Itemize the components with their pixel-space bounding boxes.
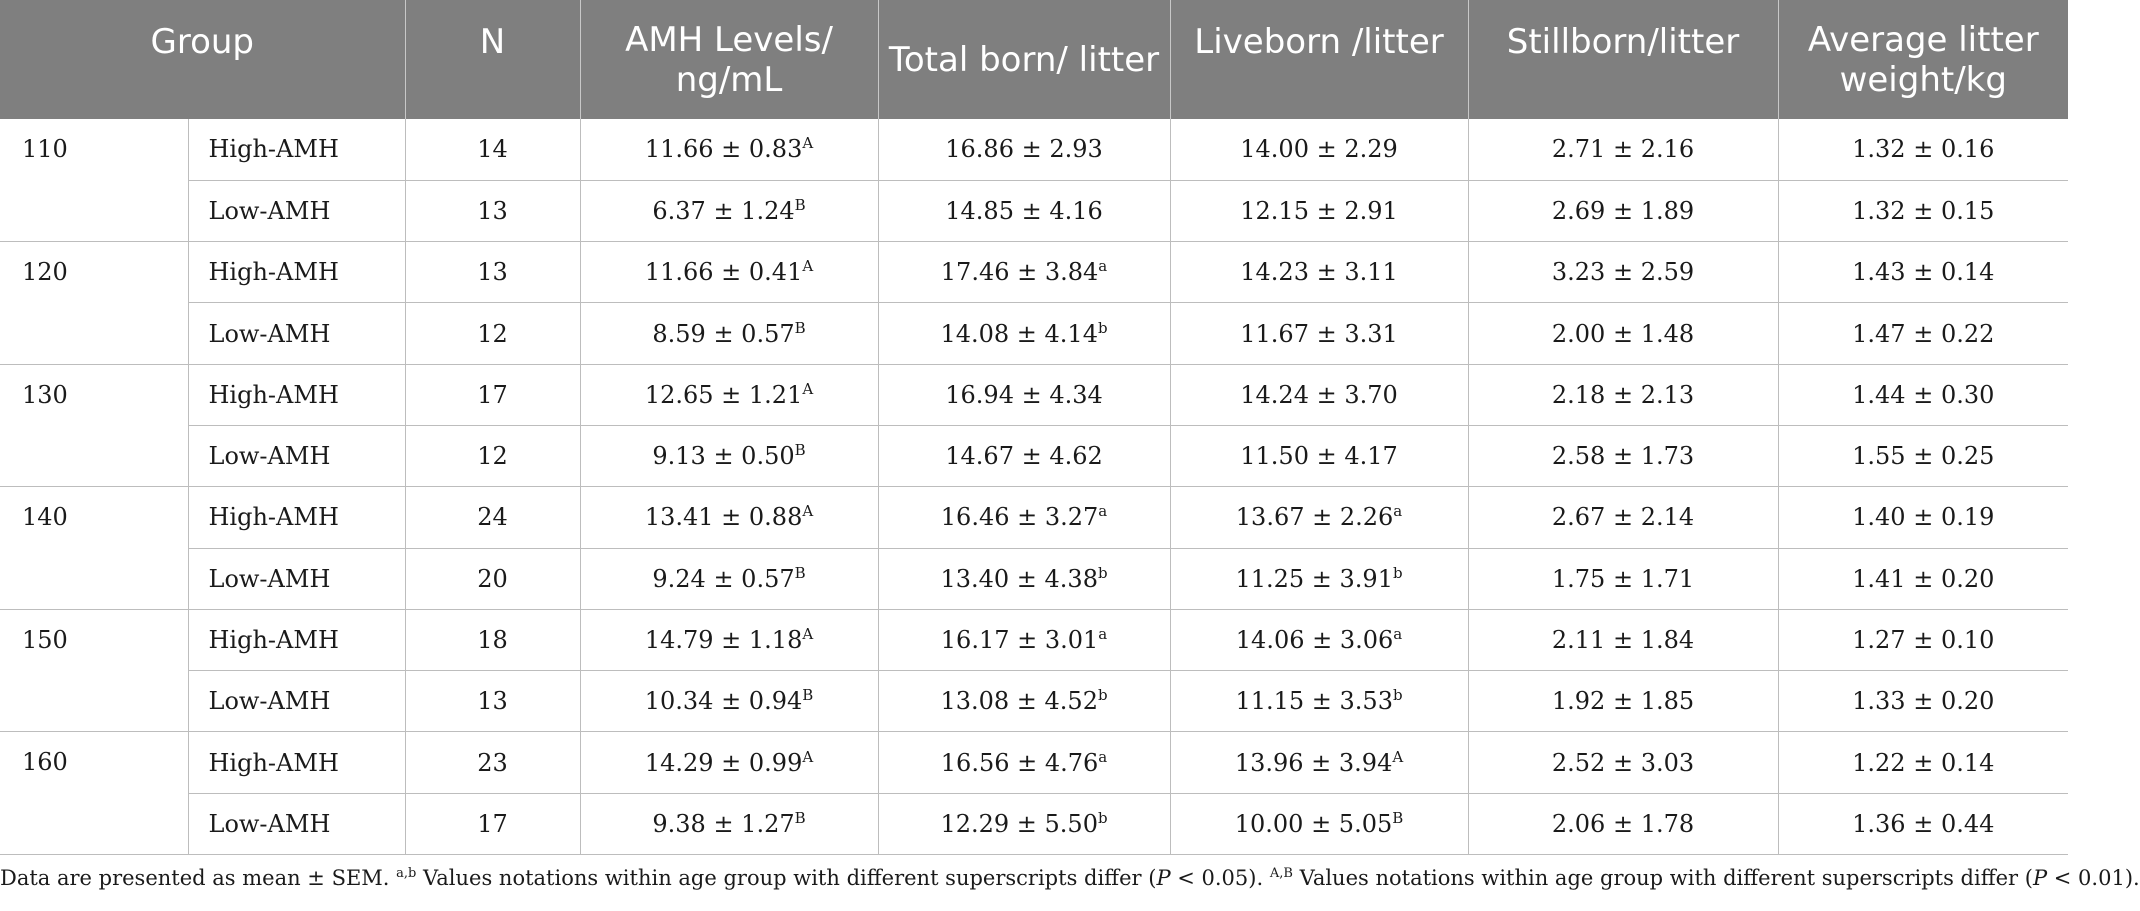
- footnote-text: Values notations within age group with different superscripts differ (: [1292, 866, 2033, 890]
- cell-value: 14.24 ± 3.70: [1240, 380, 1398, 409]
- significance-superscript: A: [802, 257, 814, 276]
- table-body: [0, 119, 2068, 855]
- header-row: [0, 0, 2068, 119]
- total-born-cell: [878, 242, 1170, 303]
- cell-value: 14.08 ± 4.14: [940, 319, 1098, 348]
- cell-value: 11.25 ± 3.91: [1235, 564, 1393, 593]
- n-cell: 20: [405, 548, 580, 609]
- age-group-cell: 130: [0, 364, 188, 487]
- cell-value: 8.59 ± 0.57: [652, 319, 795, 348]
- cell-value: 9.38 ± 1.27: [652, 809, 795, 838]
- table-header: [0, 0, 2068, 119]
- amh-level-cell: [580, 364, 878, 425]
- amh-subgroup-cell: Low-AMH: [188, 671, 405, 732]
- significance-superscript: B: [802, 686, 814, 705]
- liveborn-cell: [1170, 242, 1468, 303]
- cell-value: 6.37 ± 1.24: [652, 196, 795, 225]
- stillborn-cell: 1.75 ± 1.71: [1468, 548, 1778, 609]
- amh-level-cell: [580, 242, 878, 303]
- stillborn-cell: 3.23 ± 2.59: [1468, 242, 1778, 303]
- significance-superscript: A: [802, 502, 814, 521]
- footnote-text: Data are presented as mean ± SEM.: [0, 866, 397, 890]
- footnote-text: < 0.01).: [2047, 866, 2140, 890]
- stillborn-cell: 1.92 ± 1.85: [1468, 671, 1778, 732]
- significance-superscript: a: [1098, 747, 1108, 766]
- table-footnote: [0, 866, 2140, 890]
- table-row: [0, 119, 2068, 180]
- litter-weight-cell: 1.36 ± 0.44: [1778, 793, 2068, 854]
- cell-value: 11.50 ± 4.17: [1240, 442, 1398, 471]
- cell-value: 12.15 ± 2.91: [1240, 196, 1398, 225]
- age-group-cell: 110: [0, 119, 188, 242]
- significance-superscript: B: [794, 318, 806, 337]
- n-cell: 17: [405, 793, 580, 854]
- age-group-cell: 160: [0, 732, 188, 855]
- liveborn-cell: [1170, 487, 1468, 548]
- total-born-cell: [878, 119, 1170, 180]
- n-cell: 12: [405, 425, 580, 486]
- amh-subgroup-cell: Low-AMH: [188, 548, 405, 609]
- n-cell: 23: [405, 732, 580, 793]
- significance-superscript: B: [794, 195, 806, 214]
- cell-value: 13.41 ± 0.88: [644, 503, 803, 532]
- amh-level-cell: [580, 425, 878, 486]
- significance-superscript: b: [1392, 563, 1403, 582]
- cell-value: 16.46 ± 3.27: [940, 503, 1099, 532]
- amh-subgroup-cell: High-AMH: [188, 119, 405, 180]
- stillborn-cell: 2.58 ± 1.73: [1468, 425, 1778, 486]
- footnote-p-symbol: P: [1156, 866, 1171, 890]
- significance-superscript: b: [1097, 686, 1108, 705]
- significance-superscript: A: [802, 134, 814, 153]
- stillborn-cell: 2.71 ± 2.16: [1468, 119, 1778, 180]
- stillborn-cell: 2.00 ± 1.48: [1468, 303, 1778, 364]
- cell-value: 16.94 ± 4.34: [945, 380, 1103, 409]
- total-born-cell: [878, 180, 1170, 241]
- table-row: [0, 548, 2068, 609]
- n-cell: 13: [405, 180, 580, 241]
- liveborn-cell: [1170, 732, 1468, 793]
- significance-superscript: a: [1098, 625, 1108, 644]
- age-group-cell: 140: [0, 487, 188, 610]
- amh-subgroup-cell: Low-AMH: [188, 180, 405, 241]
- significance-superscript: A: [802, 379, 814, 398]
- footnote-superscript: a,b: [396, 866, 417, 881]
- amh-subgroup-cell: High-AMH: [188, 487, 405, 548]
- liveborn-cell: [1170, 364, 1468, 425]
- amh-level-cell: [580, 303, 878, 364]
- litter-weight-cell: 1.44 ± 0.30: [1778, 364, 2068, 425]
- amh-subgroup-cell: Low-AMH: [188, 425, 405, 486]
- litter-weight-cell: 1.40 ± 0.19: [1778, 487, 2068, 548]
- litter-weight-cell: 1.32 ± 0.15: [1778, 180, 2068, 241]
- amh-level-cell: [580, 732, 878, 793]
- cell-value: 14.00 ± 2.29: [1240, 135, 1398, 164]
- age-group-cell: 120: [0, 242, 188, 365]
- significance-superscript: B: [794, 441, 806, 460]
- cell-value: 13.08 ± 4.52: [940, 687, 1098, 716]
- significance-superscript: b: [1392, 686, 1403, 705]
- significance-superscript: B: [794, 808, 806, 827]
- litter-weight-cell: 1.43 ± 0.14: [1778, 242, 2068, 303]
- litter-weight-cell: 1.55 ± 0.25: [1778, 425, 2068, 486]
- age-group-cell: 150: [0, 609, 188, 732]
- table-row: [0, 364, 2068, 425]
- table-row: [0, 487, 2068, 548]
- significance-superscript: a: [1098, 502, 1108, 521]
- n-cell: 13: [405, 242, 580, 303]
- significance-superscript: a: [1098, 257, 1108, 276]
- footnote-text: < 0.05).: [1170, 866, 1270, 890]
- n-cell: 18: [405, 609, 580, 670]
- cell-value: 14.79 ± 1.18: [644, 626, 803, 655]
- litter-weight-cell: 1.32 ± 0.16: [1778, 119, 2068, 180]
- header-n: N: [405, 0, 580, 119]
- amh-level-cell: [580, 671, 878, 732]
- cell-value: 11.67 ± 3.31: [1240, 319, 1398, 348]
- amh-level-cell: [580, 609, 878, 670]
- litter-weight-cell: 1.47 ± 0.22: [1778, 303, 2068, 364]
- footnote-superscript: A,B: [1269, 866, 1293, 881]
- header-total-born: Total born/ litter: [878, 0, 1170, 119]
- cell-value: 16.17 ± 3.01: [940, 626, 1099, 655]
- header-average-litter-weight: Average litter weight/kg: [1778, 0, 2068, 119]
- significance-superscript: a: [1393, 625, 1403, 644]
- cell-value: 16.86 ± 2.93: [945, 135, 1103, 164]
- cell-value: 13.96 ± 3.94: [1234, 748, 1393, 777]
- stillborn-cell: 2.06 ± 1.78: [1468, 793, 1778, 854]
- header-group: Group: [0, 0, 405, 119]
- amh-subgroup-cell: High-AMH: [188, 609, 405, 670]
- liveborn-cell: [1170, 180, 1468, 241]
- amh-subgroup-cell: Low-AMH: [188, 793, 405, 854]
- cell-value: 12.29 ± 5.50: [940, 809, 1098, 838]
- stillborn-cell: 2.69 ± 1.89: [1468, 180, 1778, 241]
- footnote-text: Values notations within age group with different superscripts differ (: [416, 866, 1157, 890]
- amh-level-cell: [580, 119, 878, 180]
- significance-superscript: b: [1097, 318, 1108, 337]
- cell-value: 16.56 ± 4.76: [940, 748, 1099, 777]
- amh-subgroup-cell: Low-AMH: [188, 303, 405, 364]
- liveborn-cell: [1170, 793, 1468, 854]
- stillborn-cell: 2.67 ± 2.14: [1468, 487, 1778, 548]
- cell-value: 14.29 ± 0.99: [644, 748, 803, 777]
- amh-level-cell: [580, 793, 878, 854]
- cell-value: 10.34 ± 0.94: [644, 687, 803, 716]
- significance-superscript: a: [1393, 502, 1403, 521]
- significance-superscript: A: [1392, 747, 1404, 766]
- table-row: [0, 671, 2068, 732]
- stillborn-cell: 2.18 ± 2.13: [1468, 364, 1778, 425]
- cell-value: 9.13 ± 0.50: [652, 442, 795, 471]
- amh-subgroup-cell: High-AMH: [188, 242, 405, 303]
- n-cell: 13: [405, 671, 580, 732]
- cell-value: 12.65 ± 1.21: [644, 380, 803, 409]
- total-born-cell: [878, 487, 1170, 548]
- litter-weight-cell: 1.41 ± 0.20: [1778, 548, 2068, 609]
- stillborn-cell: 2.11 ± 1.84: [1468, 609, 1778, 670]
- liveborn-cell: [1170, 609, 1468, 670]
- liveborn-cell: [1170, 425, 1468, 486]
- litter-weight-cell: 1.33 ± 0.20: [1778, 671, 2068, 732]
- amh-subgroup-cell: High-AMH: [188, 732, 405, 793]
- significance-superscript: A: [802, 625, 814, 644]
- significance-superscript: B: [1392, 808, 1404, 827]
- cell-value: 14.67 ± 4.62: [945, 442, 1103, 471]
- stillborn-cell: 2.52 ± 3.03: [1468, 732, 1778, 793]
- cell-value: 9.24 ± 0.57: [652, 564, 795, 593]
- n-cell: 24: [405, 487, 580, 548]
- liveborn-cell: [1170, 119, 1468, 180]
- total-born-cell: [878, 425, 1170, 486]
- table-row: [0, 180, 2068, 241]
- total-born-cell: [878, 303, 1170, 364]
- table-row: [0, 303, 2068, 364]
- total-born-cell: [878, 609, 1170, 670]
- header-liveborn: Liveborn /litter: [1170, 0, 1468, 119]
- cell-value: 13.40 ± 4.38: [940, 564, 1098, 593]
- cell-value: 14.06 ± 3.06: [1235, 626, 1394, 655]
- significance-superscript: b: [1097, 563, 1108, 582]
- table-row: [0, 609, 2068, 670]
- liveborn-cell: [1170, 548, 1468, 609]
- significance-superscript: b: [1097, 808, 1108, 827]
- table-row: [0, 732, 2068, 793]
- cell-value: 17.46 ± 3.84: [940, 258, 1099, 287]
- footnote-p-symbol: P: [2032, 866, 2048, 890]
- total-born-cell: [878, 364, 1170, 425]
- n-cell: 17: [405, 364, 580, 425]
- cell-value: 11.15 ± 3.53: [1235, 687, 1393, 716]
- amh-level-cell: [580, 180, 878, 241]
- cell-value: 13.67 ± 2.26: [1235, 503, 1394, 532]
- total-born-cell: [878, 732, 1170, 793]
- table-row: [0, 793, 2068, 854]
- litter-weight-cell: 1.22 ± 0.14: [1778, 732, 2068, 793]
- significance-superscript: B: [794, 563, 806, 582]
- n-cell: 14: [405, 119, 580, 180]
- cell-value: 11.66 ± 0.41: [644, 258, 803, 287]
- header-stillborn: Stillborn/litter: [1468, 0, 1778, 119]
- cell-value: 14.85 ± 4.16: [945, 196, 1103, 225]
- cell-value: 10.00 ± 5.05: [1234, 809, 1393, 838]
- cell-value: 11.66 ± 0.83: [644, 135, 803, 164]
- cell-value: 14.23 ± 3.11: [1240, 258, 1398, 287]
- litter-weight-cell: 1.27 ± 0.10: [1778, 609, 2068, 670]
- header-amh-levels: AMH Levels/ ng/mL: [580, 0, 878, 119]
- liveborn-cell: [1170, 303, 1468, 364]
- total-born-cell: [878, 793, 1170, 854]
- n-cell: 12: [405, 303, 580, 364]
- amh-level-cell: [580, 548, 878, 609]
- total-born-cell: [878, 548, 1170, 609]
- table-row: [0, 242, 2068, 303]
- amh-subgroup-cell: High-AMH: [188, 364, 405, 425]
- table-row: [0, 425, 2068, 486]
- liveborn-cell: [1170, 671, 1468, 732]
- total-born-cell: [878, 671, 1170, 732]
- significance-superscript: A: [802, 747, 814, 766]
- amh-level-cell: [580, 487, 878, 548]
